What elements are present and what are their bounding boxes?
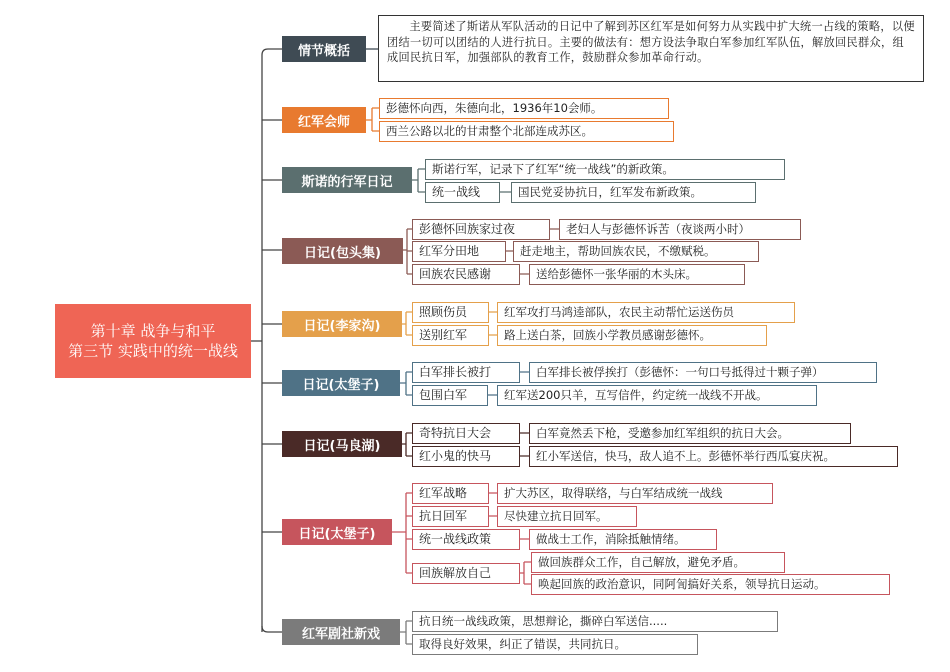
malianghu-detail-1: 白军竟然丢下枪，受邀参加红军组织的抗日大会。 [529, 423, 851, 444]
branch-plot-summary: 情节概括 [282, 36, 366, 62]
taibaozi2-detail-3: 做战士工作，消除抵触情绪。 [529, 529, 717, 550]
branch-diary-baotouji: 日记(包头集) [282, 238, 403, 264]
taibaozi2-sub-3: 统一战线政策 [412, 529, 520, 550]
branch-diary-taibaozi-2: 日记(太堡子) [282, 519, 392, 545]
baotouji-detail-1: 老妇人与彭德怀诉苦（夜谈两小时） [559, 219, 801, 240]
baotouji-detail-3: 送给彭德怀一张华丽的木头床。 [529, 264, 745, 285]
march-sub-detail: 国民党妥协抗日，红军发布新政策。 [511, 182, 756, 203]
branch-snow-march-diary: 斯诺的行军日记 [282, 167, 412, 193]
meeting-item-2: 西兰公路以北的甘肃整个北部连成苏区。 [379, 121, 674, 142]
branch-diary-taibaozi-1: 日记(太堡子) [282, 370, 400, 396]
taibaozi1-sub-2: 包围白军 [412, 385, 488, 406]
meeting-item-1: 彭德怀向西，朱德向北，1936年10会师。 [379, 98, 669, 119]
baotouji-detail-2: 赶走地主，帮助回族农民，不缴赋税。 [513, 241, 759, 262]
taibaozi2-sub-4: 回族解放自己 [412, 563, 520, 584]
lijiagou-detail-2: 路上送白茶，回族小学教员感谢彭德怀。 [497, 325, 767, 346]
lijiagou-sub-2: 送别红军 [412, 325, 489, 346]
malianghu-sub-1: 奇特抗日大会 [412, 423, 520, 444]
malianghu-sub-2: 红小鬼的快马 [412, 446, 520, 467]
root-line-1: 第十章 战争与和平 [90, 322, 216, 340]
taibaozi2-detail-4a: 做回族群众工作，自己解放，避免矛盾。 [531, 552, 785, 573]
malianghu-detail-2: 红小军送信，快马，敌人追不上。彭德怀举行西瓜宴庆祝。 [529, 446, 898, 467]
taibaozi2-detail-2: 尽快建立抗日回军。 [497, 506, 637, 527]
baotouji-sub-3: 回族农民感谢 [412, 264, 520, 285]
taibaozi2-sub-1: 红军战略 [412, 483, 489, 504]
branch-diary-lijiagou: 日记(李家沟) [282, 311, 402, 337]
taibaozi2-sub-2: 抗日回军 [412, 506, 489, 527]
taibaozi1-sub-1: 白军排长被打 [412, 362, 520, 383]
lijiagou-detail-1: 红军攻打马鸿逵部队，农民主动帮忙运送伤员 [497, 302, 795, 323]
new-play-item-2: 取得良好效果，纠正了错误，共同抗日。 [412, 634, 698, 655]
taibaozi1-detail-1: 白军排长被俘挨打（彭德怀：一句口号抵得过十颗子弹） [529, 362, 877, 383]
march-item-1: 斯诺行军，记录下了红军“统一战线”的新政策。 [425, 159, 785, 180]
taibaozi1-detail-2: 红军送200只羊，互写信件，约定统一战线不开战。 [497, 385, 817, 406]
branch-red-army-meeting: 红军会师 [282, 107, 366, 133]
summary-paragraph: 主要简述了斯诺从军队活动的日记中了解到苏区红军是如何努力从实践中扩大统一占线的策略，以便团结一切可以团结的人进行抗日。主要的做法有：想方设法争取白军参加红军队伍，解放回民群众，组成回民抗日军，加强部队的教育工作，鼓励群众参加革命行动。 [378, 15, 924, 82]
branch-diary-malianghu: 日记(马良湖) [282, 431, 402, 457]
root-topic [55, 304, 251, 378]
lijiagou-sub-1: 照顾伤员 [412, 302, 489, 323]
new-play-item-1: 抗日统一战线政策，思想辩论，撕碎白军送信..... [412, 611, 778, 632]
baotouji-sub-1: 彭德怀回族家过夜 [412, 219, 550, 240]
taibaozi2-detail-1: 扩大苏区，取得联络，与白军结成统一战线 [497, 483, 773, 504]
taibaozi2-detail-4b: 唤起回族的政治意识，同阿訇搞好关系，领导抗日运动。 [531, 574, 890, 595]
root-line-2: 第三节 实践中的统一战线 [68, 342, 238, 360]
baotouji-sub-2: 红军分田地 [412, 241, 506, 262]
branch-new-play: 红军剧社新戏 [282, 619, 400, 645]
march-sub-united-front: 统一战线 [425, 182, 500, 203]
